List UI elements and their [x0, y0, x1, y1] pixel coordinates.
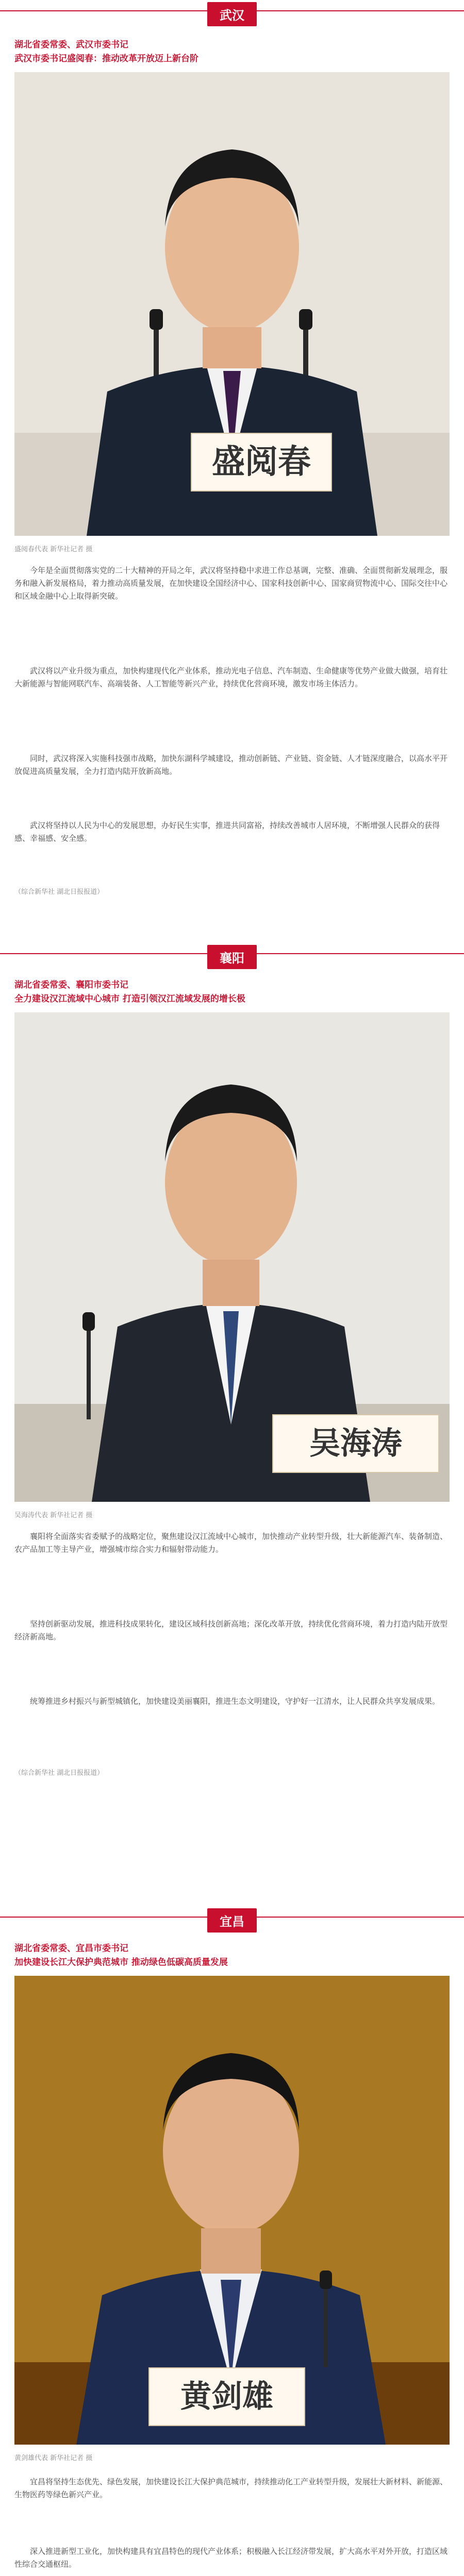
- source-note: （综合新华社 湖北日报报道）: [14, 1769, 104, 1777]
- city-tag: 襄阳: [207, 945, 257, 969]
- source-note: （综合新华社 湖北日报报道）: [14, 888, 104, 896]
- photo-caption: 黄剑雄代表 新华社记者 摄: [14, 2454, 93, 2462]
- paragraph: 深入推进新型工业化，加快构建具有宜昌特色的现代产业体系；积极融入长江经济带发展，扩大高水平对外开放，打造区域性综合交通枢纽。: [14, 2547, 448, 2569]
- portrait-photo: [14, 1976, 450, 2445]
- paragraph: 武汉将坚持以人民为中心的发展思想，办好民生实事，推进共同富裕，持续改善城市人居环境，不断增强人民群众的获得感、幸福感、安全感。: [14, 821, 440, 843]
- photo-caption: 吴海涛代表 新华社记者 摄: [14, 1512, 93, 1519]
- portrait-photo: [14, 72, 450, 536]
- headline-line-1: 湖北省委常委、武汉市委书记: [14, 40, 128, 50]
- paragraph: 坚持创新驱动发展，推进科技成果转化，建设区域科技创新高地；深化改革开放，持续优化营商环境，着力打造内陆开放型经济新高地。: [14, 1619, 448, 1641]
- portrait-photo: [14, 1012, 450, 1502]
- headline-line-2: 武汉市委书记盛阅春：推动改革开放迈上新台阶: [14, 54, 198, 64]
- headline-line-1: 湖北省委常委、襄阳市委书记: [14, 980, 128, 990]
- paragraph: 武汉将以产业升级为重点，加快构建现代化产业体系，推动光电子信息、汽车制造、生命健康等优势产业做大做强，培育壮大新能源与智能网联汽车、高端装备、人工智能等新兴产业，持续优化营商环境，激发市场主体活力。: [14, 666, 448, 688]
- section-yichang: [0, 1906, 464, 2576]
- nameplate: 吴海涛: [272, 1414, 439, 1473]
- paragraph: 同时，武汉将深入实施科技强市战略，加快东湖科学城建设，推动创新链、产业链、资金链、人才链深度融合，以高水平开放促进高质量发展，全力打造内陆开放新高地。: [14, 754, 448, 776]
- section-wuhan: [0, 0, 464, 953]
- headline-line-2: 全力建设汉江流域中心城市 打造引领汉江流域发展的增长极: [14, 994, 245, 1004]
- city-tag: 宜昌: [207, 1908, 257, 1933]
- headline-line-2: 加快建设长江大保护典范城市 推动绿色低碳高质量发展: [14, 1957, 228, 1968]
- city-tag: 武汉: [207, 2, 257, 26]
- paragraph: 统筹推进乡村振兴与新型城镇化，加快建设美丽襄阳，推进生态文明建设，守护好一江清水，让人民群众共享发展成果。: [30, 1697, 440, 1706]
- paragraph: 宜昌将坚持生态优先、绿色发展，加快建设长江大保护典范城市，持续推动化工产业转型升级，发展壮大新材料、新能源、生物医药等绿色新兴产业。: [14, 2477, 448, 2499]
- photo-caption: 盛阅春代表 新华社记者 摄: [14, 546, 93, 553]
- nameplate: 盛阅春: [191, 433, 332, 492]
- paragraph: 今年是全面贯彻落实党的二十大精神的开局之年，武汉将坚持稳中求进工作总基调，完整、准确、全面贯彻新发展理念，服务和融入新发展格局，着力推动高质量发展，在加快建设全国经济中心、国家科技创新中心、国家商贸物流中心、国际交往中心和区域金融中心上取得新突破。: [14, 566, 448, 601]
- section-xiangyang: [0, 943, 464, 1906]
- nameplate: 黄剑雄: [148, 2367, 305, 2426]
- paragraph: 襄阳将全面落实省委赋予的战略定位，聚焦建设汉江流域中心城市，加快推动产业转型升级，壮大新能源汽车、装备制造、农产品加工等主导产业，增强城市综合实力和辐射带动能力。: [14, 1532, 448, 1554]
- headline-line-1: 湖北省委常委、宜昌市委书记: [14, 1943, 128, 1954]
